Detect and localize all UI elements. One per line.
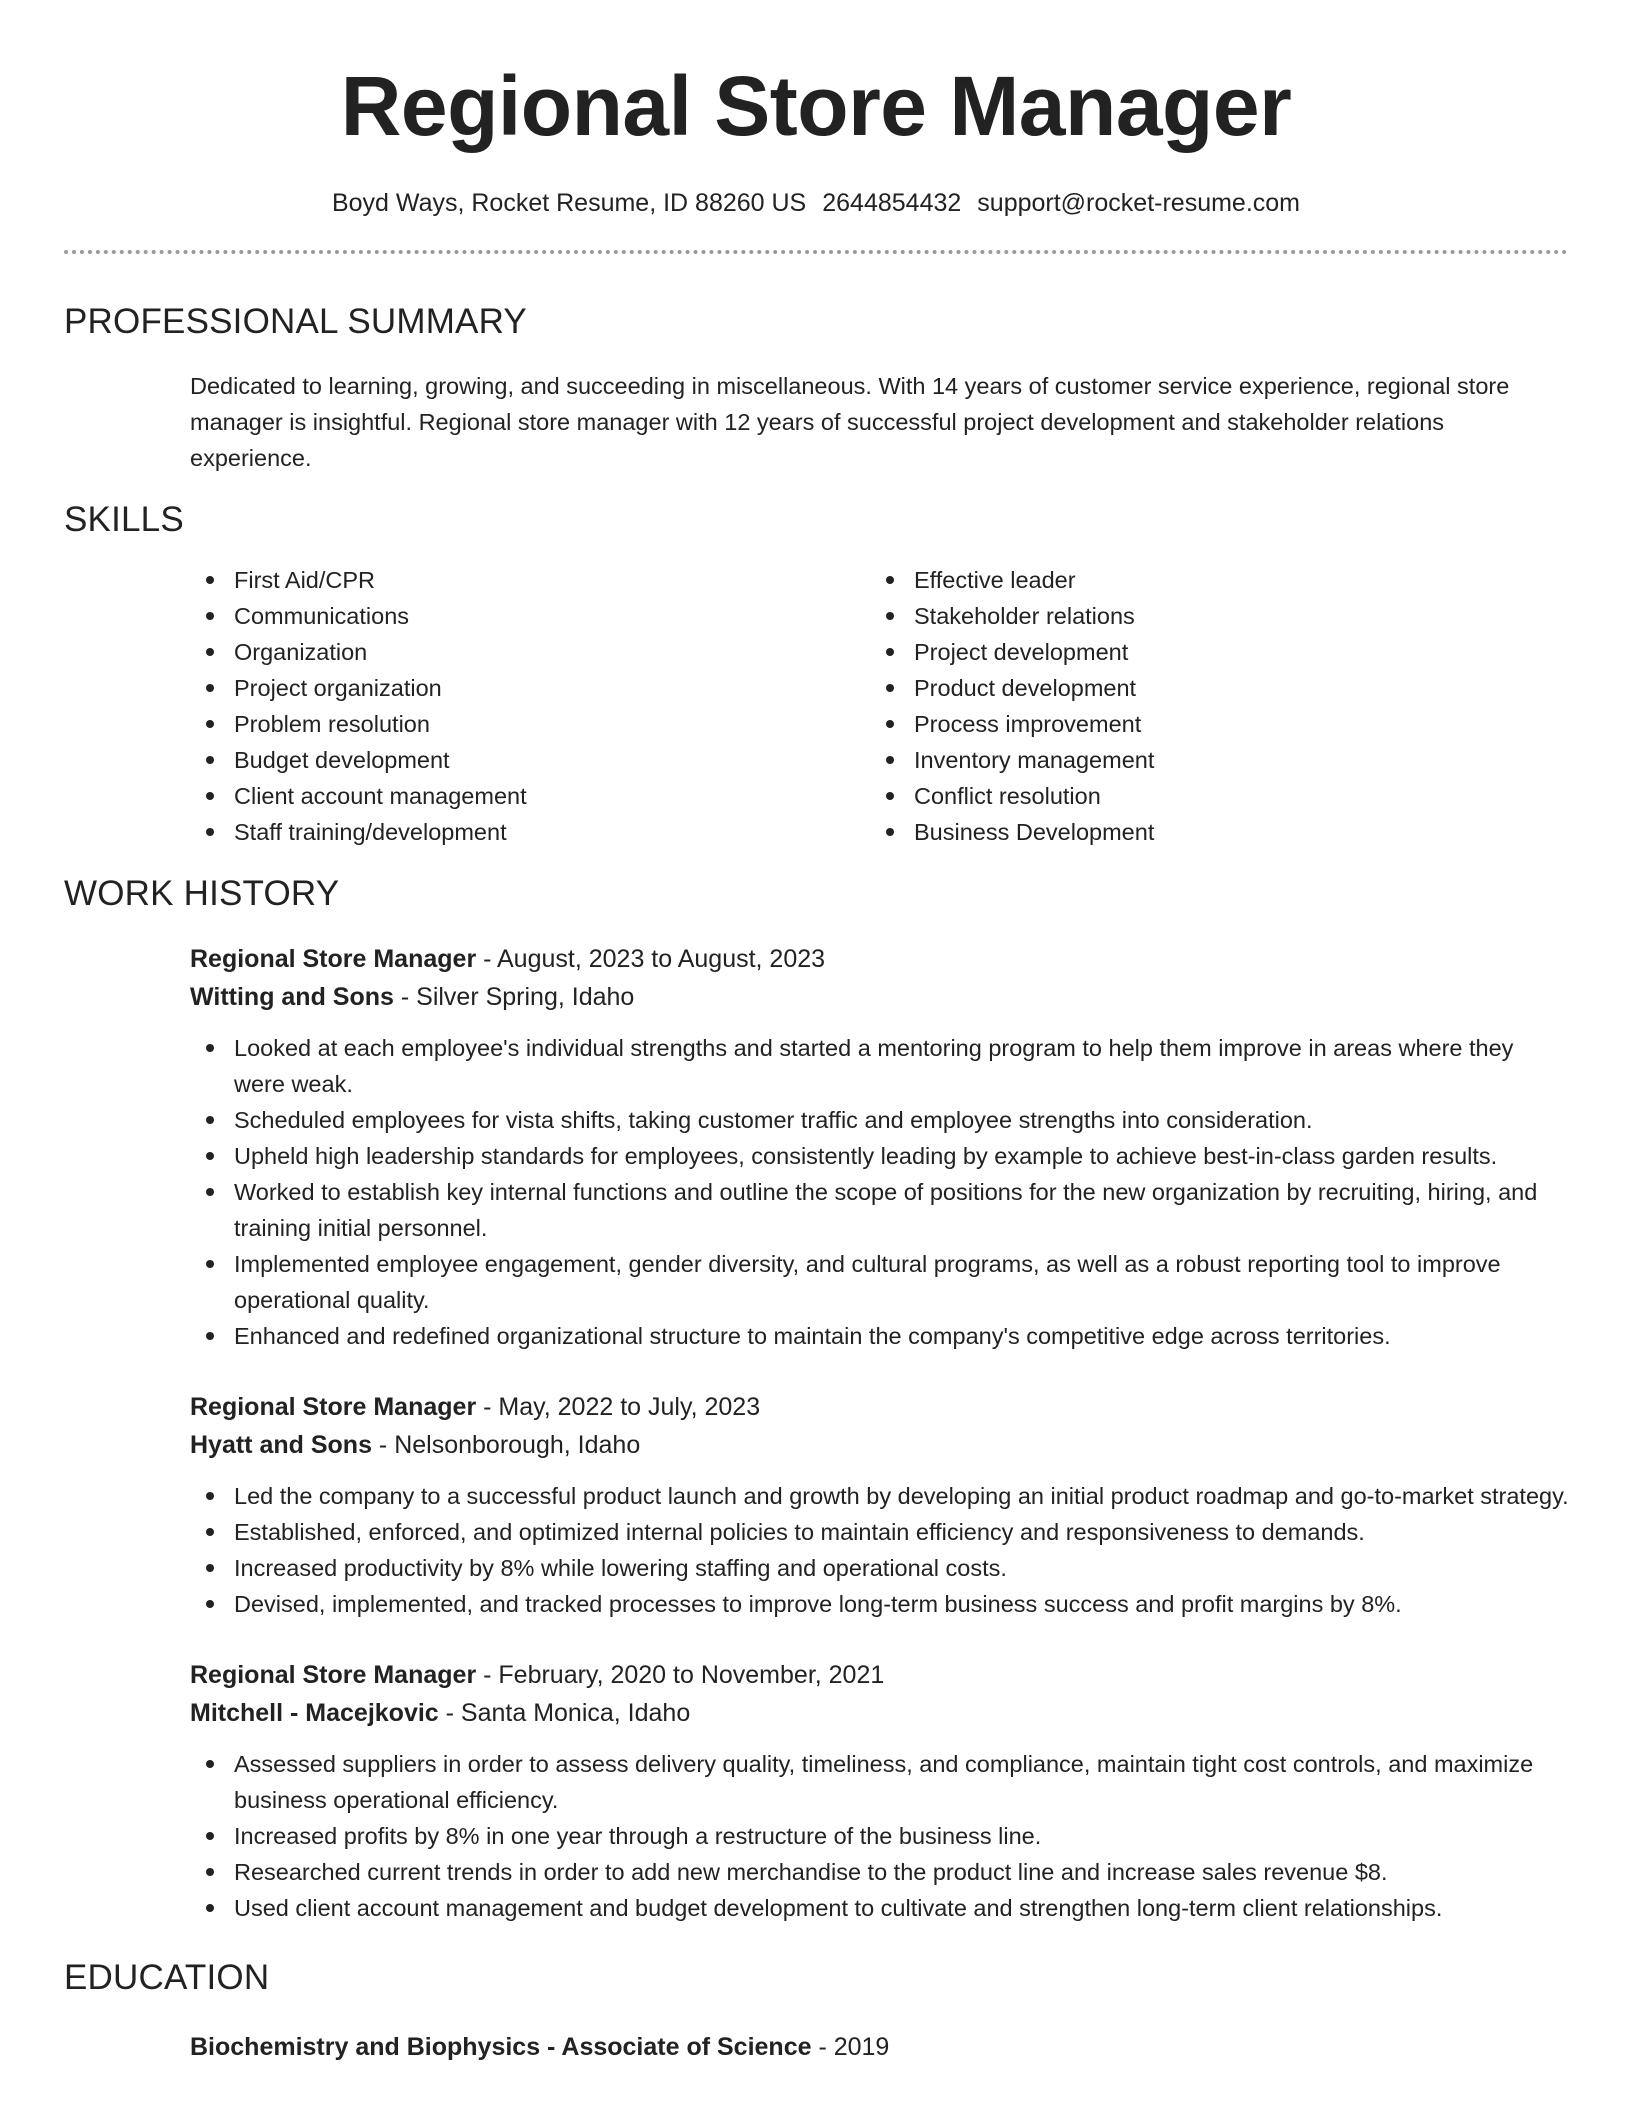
job-location: - Nelsonborough, Idaho xyxy=(371,1431,641,1459)
job-company-line xyxy=(190,1694,1568,1732)
job-bullet: Used client account management and budget development to cultivate and strengthen long-term client relationships. xyxy=(190,1890,1570,1926)
job-bullets xyxy=(190,1746,1570,1926)
job-dates: - August, 2023 to August, 2023 xyxy=(476,945,826,973)
skill-item: Effective leader xyxy=(870,562,1550,598)
job-bullet: Devised, implemented, and tracked processes to improve long-term business success and profit margins by 8%. xyxy=(190,1586,1570,1622)
skill-item: Staff training/development xyxy=(190,814,870,850)
skill-item: Product development xyxy=(870,670,1550,706)
skill-item: Inventory management xyxy=(870,742,1550,778)
skill-item: Business Development xyxy=(870,814,1550,850)
summary-heading: PROFESSIONAL SUMMARY xyxy=(64,302,527,341)
job-bullet: Looked at each employee's individual strengths and started a mentoring program to help them improve in areas where they were weak. xyxy=(190,1030,1570,1102)
job-title-line xyxy=(190,940,1568,978)
skills-heading: SKILLS xyxy=(64,500,184,539)
address: Boyd Ways, Rocket Resume, ID 88260 US xyxy=(331,189,807,217)
contact-line xyxy=(64,186,1568,220)
skill-item: Client account management xyxy=(190,778,870,814)
skill-item: Communications xyxy=(190,598,870,634)
job-dates: - May, 2022 to July, 2023 xyxy=(476,1393,761,1421)
skill-item: Stakeholder relations xyxy=(870,598,1550,634)
job-company-line xyxy=(190,978,1568,1016)
candidate-name: Regional Store Manager xyxy=(340,59,1292,153)
skill-item: Conflict resolution xyxy=(870,778,1550,814)
job-dates: - February, 2020 to November, 2021 xyxy=(476,1661,885,1689)
job-entry xyxy=(190,940,1568,1354)
skill-item: Budget development xyxy=(190,742,870,778)
degree: Biochemistry and Biophysics - Associate of Science xyxy=(190,2033,812,2061)
job-role: Regional Store Manager xyxy=(190,1393,477,1421)
job-bullet: Increased productivity by 8% while lowering staffing and operational costs. xyxy=(190,1550,1570,1586)
job-location: - Santa Monica, Idaho xyxy=(438,1699,691,1727)
skill-item: Project organization xyxy=(190,670,870,706)
job-title-line xyxy=(190,1656,1568,1694)
job-bullet: Established, enforced, and optimized internal policies to maintain efficiency and responsiveness to demands. xyxy=(190,1514,1570,1550)
job-company: Mitchell - Macejkovic xyxy=(190,1699,439,1727)
summary-text: Dedicated to learning, growing, and succeeding in miscellaneous. With 14 years of customer service experience, regional store manager is insightful. Regional store manager with 12 years of successful project development and stakeholder relations experience. xyxy=(190,373,1510,471)
education-entry xyxy=(190,2028,1568,2066)
job-bullet: Led the company to a successful product launch and growth by developing an initial product roadmap and go-to-market strategy. xyxy=(190,1478,1570,1514)
phone: 2644854432 xyxy=(822,189,962,217)
skill-item: First Aid/CPR xyxy=(190,562,870,598)
job-bullet: Scheduled employees for vista shifts, taking customer traffic and employee strengths into consideration. xyxy=(190,1102,1570,1138)
skills-list xyxy=(190,562,1568,850)
job-role: Regional Store Manager xyxy=(190,1661,477,1689)
skill-item: Project development xyxy=(870,634,1550,670)
job-entry xyxy=(190,1388,1568,1622)
job-location: - Silver Spring, Idaho xyxy=(393,983,635,1011)
job-bullet: Increased profits by 8% in one year through a restructure of the business line. xyxy=(190,1818,1570,1854)
header-divider xyxy=(64,250,1568,254)
job-bullet: Implemented employee engagement, gender diversity, and cultural programs, as well as a robust reporting tool to improve operational quality. xyxy=(190,1246,1570,1318)
skill-item: Organization xyxy=(190,634,870,670)
job-bullet: Upheld high leadership standards for employees, consistently leading by example to achieve best-in-class garden results. xyxy=(190,1138,1570,1174)
job-entry xyxy=(190,1656,1568,1926)
job-role: Regional Store Manager xyxy=(190,945,477,973)
job-bullet: Researched current trends in order to add new merchandise to the product line and increase sales revenue $8. xyxy=(190,1854,1570,1890)
skills-column-left xyxy=(190,562,870,850)
job-bullet: Assessed suppliers in order to assess delivery quality, timeliness, and compliance, maintain tight cost controls, and maximize business operational efficiency. xyxy=(190,1746,1570,1818)
job-company: Witting and Sons xyxy=(190,983,394,1011)
job-bullets xyxy=(190,1478,1570,1622)
job-title-line xyxy=(190,1388,1568,1426)
work-history-heading: WORK HISTORY xyxy=(64,874,340,913)
job-bullets xyxy=(190,1030,1570,1354)
skills-column-right xyxy=(870,562,1550,850)
education-year: - 2019 xyxy=(811,2033,890,2061)
skill-item: Process improvement xyxy=(870,706,1550,742)
work-history-list xyxy=(64,940,1568,1926)
email: support@rocket-resume.com xyxy=(977,189,1301,217)
job-company: Hyatt and Sons xyxy=(190,1431,372,1459)
job-bullet: Worked to establish key internal functions and outline the scope of positions for the new organization by recruiting, hiring, and training initial personnel. xyxy=(190,1174,1570,1246)
resume-page xyxy=(64,0,1568,2066)
skill-item: Problem resolution xyxy=(190,706,870,742)
job-company-line xyxy=(190,1426,1568,1464)
education-heading: EDUCATION xyxy=(64,1958,270,1997)
job-bullet: Enhanced and redefined organizational structure to maintain the company's competitive edge across territories. xyxy=(190,1318,1570,1354)
